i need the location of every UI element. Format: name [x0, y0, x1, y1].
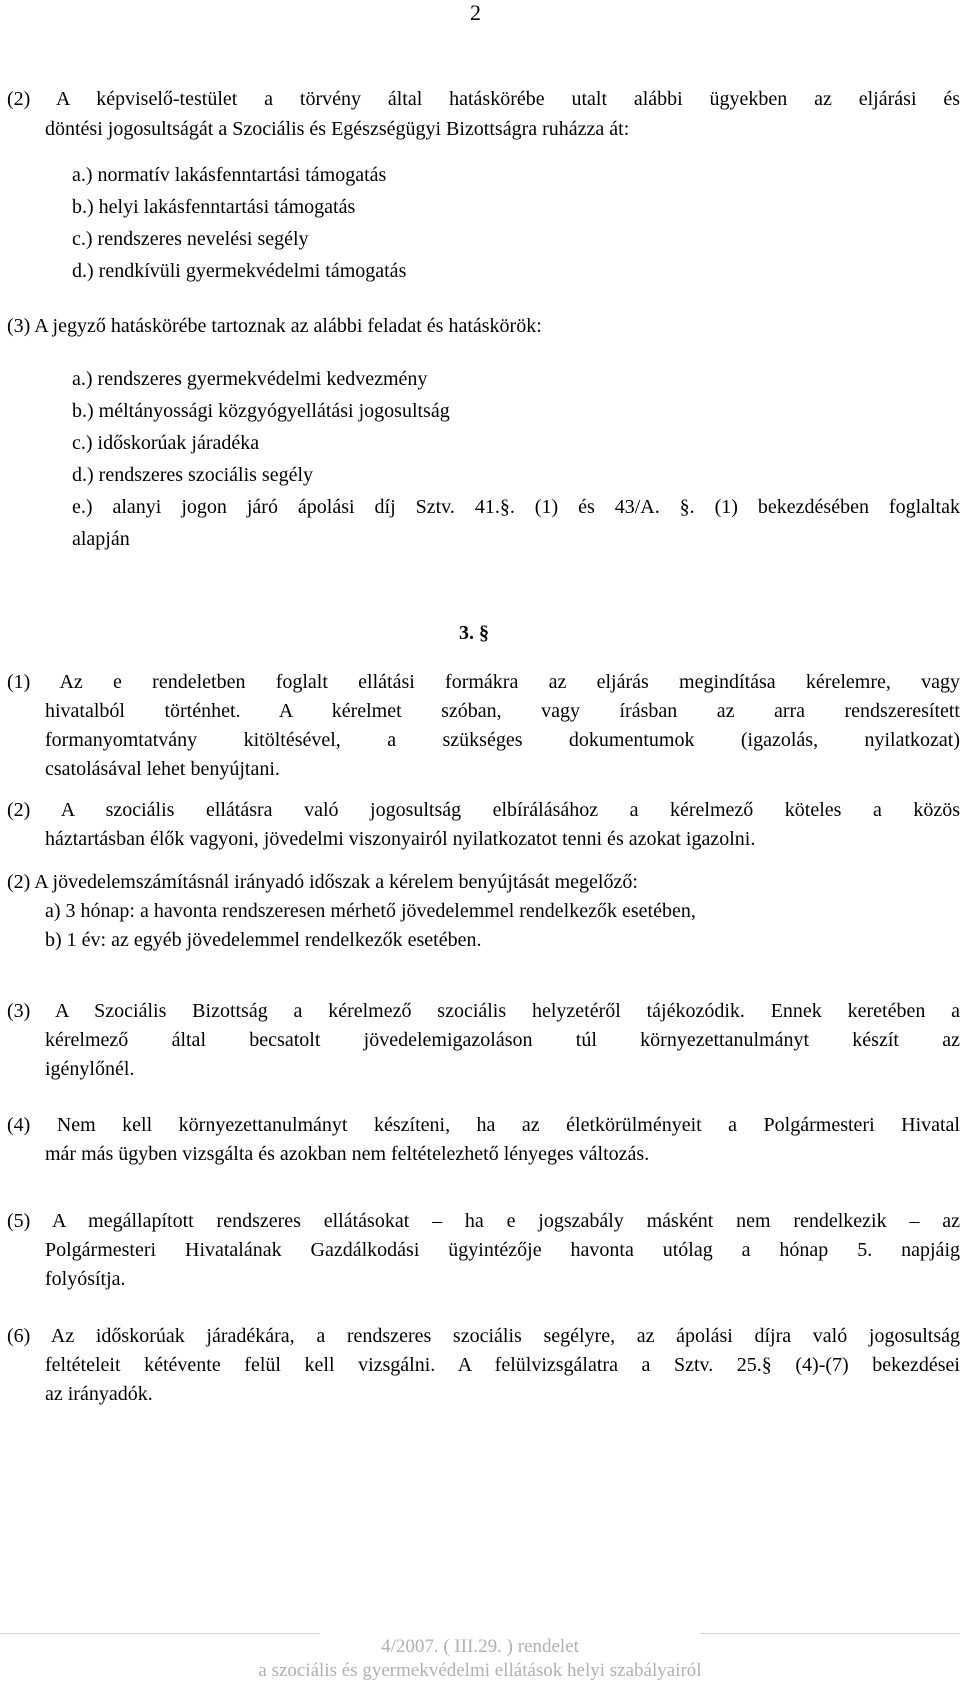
section3-paragraph-2b: [7, 868, 960, 955]
paragraph-line: (1) Az e rendeletben foglalt ellátási formákra az eljárás megindítása kérelemre, vagy: [7, 671, 960, 693]
footer-line: 4/2007. ( III.29. ) rendelet: [381, 1636, 579, 1657]
list-item: b.) helyi lakásfenntartási támogatás: [72, 196, 356, 218]
paragraph-line: formanyomtatvány kitöltésével, a szükséges dokumentumok (igazolás, nyilatkozat): [45, 729, 960, 751]
paragraph-line: b) 1 év: az egyéb jövedelemmel rendelkezők esetében.: [45, 929, 482, 951]
paragraph-line: már más ügyben vizsgálta és azokban nem feltételezhető lényeges változás.: [45, 1143, 650, 1165]
paragraph-line: hivatalból történhet. A kérelmet szóban, vagy írásban az arra rendszeresített: [45, 700, 960, 722]
list-item: d.) rendkívüli gyermekvédelmi támogatás: [72, 260, 407, 282]
page-number: 2: [470, 0, 481, 25]
paragraph-line: folyósítja.: [45, 1268, 126, 1290]
section3-paragraph-1: [7, 668, 960, 784]
list-item: a.) normatív lakásfenntartási támogatás: [72, 164, 387, 186]
paragraph-line: igénylőnél.: [45, 1058, 135, 1080]
paragraph-line: (5) A megállapított rendszeres ellátásokat – ha e jogszabály másként nem rendelkezik – az: [7, 1210, 960, 1232]
footer-divider-right: [700, 1633, 960, 1634]
section3-paragraph-2: [7, 796, 960, 854]
paragraph-line: (2) A jövedelemszámításnál irányadó időszak a kérelem benyújtását megelőző:: [7, 871, 638, 893]
paragraph-line: Polgármesteri Hivatalának Gazdálkodási ügyintézője havonta utólag a hónap 5. napjáig: [45, 1239, 960, 1261]
paragraph-line: döntési jogosultságát a Szociális és Egészségügyi Bizottságra ruházza át:: [45, 118, 630, 140]
paragraph-line: (6) Az időskorúak járadékára, a rendszeres szociális segélyre, az ápolási díjra való jogosultság: [7, 1325, 960, 1347]
paragraph-line: (2) A képviselő-testület a törvény által hatáskörébe utalt alábbi ügyekben az eljárási és: [7, 88, 960, 110]
list-item: b.) méltányossági közgyógyellátási jogosultság: [72, 400, 450, 422]
section3-paragraph-6: [7, 1322, 960, 1409]
footer-line: a szociális és gyermekvédelmi ellátások helyi szabályairól: [258, 1660, 702, 1681]
paragraph-line: (2) A szociális ellátásra való jogosultság elbírálásához a kérelmező köteles a közös: [7, 799, 960, 821]
paragraph-2-intro: [7, 84, 960, 144]
section3-paragraph-3: [7, 997, 960, 1084]
section3-paragraph-4: [7, 1111, 960, 1169]
list-item: c.) rendszeres nevelési segély: [72, 228, 309, 250]
list-item: d.) rendszeres szociális segély: [72, 464, 314, 486]
list-item: alapján: [72, 528, 130, 550]
paragraph-line: (3) A Szociális Bizottság a kérelmező szociális helyzetéről tájékozódik. Ennek keretében a: [7, 1000, 960, 1022]
delegated-matters-list: [72, 159, 960, 287]
section-heading: 3. §: [459, 622, 489, 644]
paragraph-line: kérelmező által becsatolt jövedelemigazoláson túl környezettanulmányt készít az: [45, 1029, 960, 1051]
paragraph-line: feltételeit kétévente felül kell vizsgálni. A felülvizsgálatra a Sztv. 25.§ (4)-(7) bekezdései: [45, 1354, 960, 1376]
list-item: e.) alanyi jogon járó ápolási díj Sztv. 41.§. (1) és 43/A. §. (1) bekezdésében foglaltak: [72, 496, 960, 518]
paragraph-3-intro: (3) A jegyző hatáskörébe tartoznak az alábbi feladat és hatáskörök:: [7, 315, 542, 337]
notary-powers-list: [72, 363, 960, 555]
paragraph-line: csatolásával lehet benyújtani.: [45, 758, 280, 780]
list-item: c.) időskorúak járadéka: [72, 432, 260, 454]
paragraph-line: a) 3 hónap: a havonta rendszeresen mérhető jövedelemmel rendelkezők esetében,: [45, 900, 696, 922]
paragraph-line: (4) Nem kell környezettanulmányt készíteni, ha az életkörülményeit a Polgármesteri Hivatal: [7, 1114, 960, 1136]
section3-paragraph-5: [7, 1207, 960, 1294]
paragraph-line: háztartásban élők vagyoni, jövedelmi viszonyairól nyilatkozatot tenni és azokat igazolni.: [45, 828, 756, 850]
footer-divider-left: [0, 1633, 320, 1634]
list-item: a.) rendszeres gyermekvédelmi kedvezmény: [72, 368, 428, 390]
paragraph-line: az irányadók.: [45, 1383, 153, 1405]
footer: [0, 1635, 960, 1683]
